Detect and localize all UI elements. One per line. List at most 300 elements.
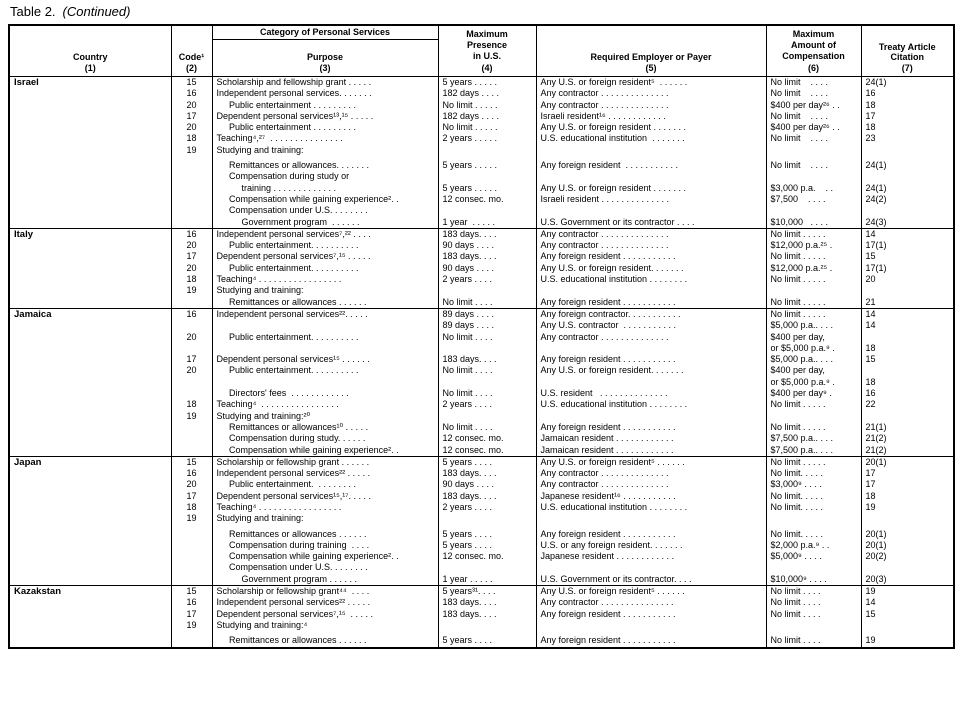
citation-value: 24(1) xyxy=(865,182,887,193)
compensation-value: $400 per day²⁶ . . xyxy=(770,122,840,133)
compensation-value: No limit . . . . xyxy=(770,88,829,99)
purpose-line: Dependent personal services¹⁵,¹⁷. . . . . xyxy=(216,490,372,501)
employer-value: Any contractor . . . . . . . . . . . . . . xyxy=(540,99,669,110)
compensation-value: $400 per day⁹ . xyxy=(770,388,832,399)
employer-value: Any U.S. or foreign resident . . . . . . . xyxy=(540,122,687,133)
purpose-line: Remittances or allowances. . . . . . . xyxy=(216,160,370,171)
employer-value: Any foreign contractor. . . . . . . . . . . xyxy=(540,308,681,319)
code-value xyxy=(172,343,212,354)
country-name: Italy xyxy=(14,228,34,240)
presence-value: 5 years . . . . . xyxy=(442,160,498,171)
employer-value: U.S. educational institution . . . . . . . xyxy=(540,133,685,144)
employer-value: U.S. resident . . . . . . . . . . . . . . xyxy=(540,388,668,399)
presence-value xyxy=(439,411,536,422)
purpose-line: Studying and training: xyxy=(216,144,304,155)
col-presence-cell xyxy=(438,308,536,456)
purpose-line: Dependent personal services¹⁵ . . . . . . xyxy=(216,354,370,365)
purpose-line: Public entertainment . . . . . . . . . xyxy=(216,122,357,133)
presence-value: No limit . . . . xyxy=(442,388,493,399)
employer-value: Any contractor . . . . . . . . . . . . . . . xyxy=(540,597,674,608)
code-value: 16 xyxy=(186,468,197,479)
col-presence-cell xyxy=(438,228,536,308)
country-cell xyxy=(9,586,171,648)
col-header-compensation-num: (6) xyxy=(808,62,819,73)
citation-value: 17(1) xyxy=(865,240,887,251)
purpose-line: Dependent personal services⁷,¹⁵ . . . . . xyxy=(216,608,374,619)
purpose-line: Remittances or allowances . . . . . . xyxy=(216,528,367,539)
col-presence-cell xyxy=(438,456,536,585)
employer-value: Any foreign resident . . . . . . . . . . . xyxy=(540,608,676,619)
employer-value xyxy=(537,562,766,573)
purpose-line: Compensation during study. . . . . . xyxy=(216,433,366,444)
compensation-value: No limit . . . . . xyxy=(770,251,826,262)
purpose-line: Public entertainment. . . . . . . . . xyxy=(216,479,357,490)
col-header-presence-line2: Presence xyxy=(466,40,508,51)
presence-value: 182 days . . . . xyxy=(442,88,500,99)
col-comp-cell xyxy=(766,77,861,229)
employer-value: Any contractor . . . . . . . . . . . . . . xyxy=(540,88,669,99)
employer-value xyxy=(537,285,766,296)
col-header-country-num: (1) xyxy=(84,62,96,73)
employer-value xyxy=(537,205,766,216)
compensation-value: $10,000 . . . . xyxy=(770,216,829,227)
compensation-value: $7,500 . . . . xyxy=(770,193,826,204)
compensation-value: No limit . . . . xyxy=(770,597,821,608)
purpose-line xyxy=(213,343,438,354)
col-header-presence-num: (4) xyxy=(481,62,493,73)
presence-value: 183 days. . . . xyxy=(442,608,497,619)
presence-value: 182 days . . . . xyxy=(442,110,500,121)
col-header-citation-cell xyxy=(861,25,954,77)
col-comp-cell xyxy=(766,586,861,648)
code-value xyxy=(172,635,212,646)
col-comp-cell xyxy=(766,228,861,308)
citation-value xyxy=(862,562,954,573)
compensation-value: No limit . . . . . xyxy=(770,274,826,285)
presence-value: 90 days . . . . xyxy=(442,479,495,490)
presence-value: 5 years . . . . xyxy=(442,456,493,467)
col-purpose-cell xyxy=(212,77,438,229)
purpose-line: Dependent personal services⁷,¹⁵ . . . . . xyxy=(216,251,371,262)
code-value: 17 xyxy=(186,608,197,619)
compensation-value xyxy=(767,562,861,573)
citation-value: 19 xyxy=(865,501,876,512)
presence-value: No limit . . . . xyxy=(442,331,493,342)
presence-value: 5 years . . . . xyxy=(442,635,493,646)
code-value xyxy=(172,551,212,562)
compensation-value: No limit . . . . . xyxy=(770,421,826,432)
purpose-line: Compensation under U.S. . . . . . . . xyxy=(216,562,368,573)
col-cite-cell xyxy=(861,308,954,456)
compensation-value: No limit . . . . . xyxy=(770,308,826,319)
employer-value: Any foreign resident . . . . . . . . . . . xyxy=(540,251,676,262)
col-code-cell xyxy=(171,308,212,456)
citation-value: 18 xyxy=(865,342,876,353)
employer-value: Israeli resident¹⁶ . . . . . . . . . . . . xyxy=(540,110,666,121)
compensation-value: $400 per day, xyxy=(770,331,825,342)
col-employer-cell xyxy=(536,308,766,456)
code-value xyxy=(172,377,212,388)
citation-value xyxy=(862,205,954,216)
compensation-value: No limit . . . . xyxy=(770,635,821,646)
purpose-line: Compensation during training . . . . xyxy=(216,539,370,550)
employer-value: Any foreign resident . . . . . . . . . . . xyxy=(540,421,676,432)
col-employer-cell xyxy=(536,456,766,585)
purpose-line: Public entertainment. . . . . . . . . . xyxy=(216,331,359,342)
employer-value: Any foreign resident . . . . . . . . . . . xyxy=(540,528,676,539)
col-cite-cell xyxy=(861,586,954,648)
citation-value xyxy=(862,332,954,343)
employer-value: Any foreign resident . . . . . . . . . . . xyxy=(540,160,679,171)
code-value: 20 xyxy=(186,122,197,133)
col-header-country-cell xyxy=(9,25,171,77)
purpose-line: Independent personal services. . . . . . . xyxy=(216,88,372,99)
compensation-value: No limit. . . . . xyxy=(770,468,824,479)
code-value: 15 xyxy=(186,77,197,87)
code-value xyxy=(172,297,212,308)
purpose-line: Remittances or allowances¹⁰ . . . . . xyxy=(216,421,369,432)
col-header-purpose-cell xyxy=(212,25,438,77)
presence-value xyxy=(439,145,536,156)
purpose-line xyxy=(213,377,438,388)
citation-value: 21 xyxy=(865,296,876,307)
employer-value: Any U.S. or foreign resident . . . . . . . xyxy=(540,182,687,193)
citation-value: 18 xyxy=(865,490,876,501)
employer-value xyxy=(537,171,766,182)
code-value: 18 xyxy=(186,133,197,144)
presence-value: 5 years . . . . . xyxy=(442,77,498,87)
compensation-value xyxy=(767,411,861,422)
purpose-line: Compensation under U.S. . . . . . . . xyxy=(216,205,368,216)
col-header-compensation-cell xyxy=(766,25,861,77)
presence-value: 90 days . . . . xyxy=(442,262,495,273)
citation-value: 21(2) xyxy=(865,433,887,444)
presence-value: 183 days. . . . xyxy=(442,468,497,479)
col-header-presence-line1: Maximum xyxy=(466,28,508,39)
col-header-employer: Required Employer or Payer xyxy=(590,52,712,62)
employer-value: Jamaican resident . . . . . . . . . . . . xyxy=(540,433,674,444)
presence-value xyxy=(439,562,536,573)
code-value xyxy=(172,562,212,573)
presence-value: No limit . . . . xyxy=(442,296,493,307)
purpose-line: Government program . . . . . . xyxy=(216,216,360,227)
col-header-citation-line1: Treaty Article xyxy=(878,41,936,52)
employer-value: Jamaican resident . . . . . . . . . . . . xyxy=(540,444,674,455)
compensation-value: $400 per day, xyxy=(770,365,825,376)
col-employer-cell xyxy=(536,77,766,229)
purpose-line: Studying and training:²⁰ xyxy=(216,410,311,421)
col-header-employer-cell xyxy=(536,25,766,77)
code-value xyxy=(172,320,212,331)
compensation-value: No limit . . . . xyxy=(770,77,829,87)
compensation-value xyxy=(767,513,861,524)
citation-value: 14 xyxy=(865,320,876,331)
code-value xyxy=(172,183,212,194)
employer-value: U.S. educational institution . . . . . . . . xyxy=(540,274,688,285)
compensation-value: $12,000 p.a.²⁵ . xyxy=(770,262,833,273)
presence-value: 1 year . . . . . xyxy=(442,216,496,227)
purpose-line: Dependent personal services¹³,¹⁵ . . . . . xyxy=(216,110,374,121)
compensation-value xyxy=(767,620,861,631)
col-code-cell xyxy=(171,586,212,648)
presence-value: 2 years . . . . xyxy=(442,399,493,410)
compensation-value: or $5,000 p.a.⁹ . xyxy=(770,376,835,387)
employer-value xyxy=(537,513,766,524)
country-cell xyxy=(9,77,171,229)
country-section-row xyxy=(9,77,954,229)
col-employer-cell xyxy=(536,228,766,308)
purpose-line: Independent personal services²² . . . . . xyxy=(216,468,371,479)
employer-value xyxy=(537,343,766,354)
compensation-value: No limit. . . . . xyxy=(770,490,824,501)
col-header-citation-line2: Citation xyxy=(890,52,924,62)
presence-value: 12 consec. mo. xyxy=(442,433,504,444)
employer-value: Israeli resident . . . . . . . . . . . . . . xyxy=(540,193,670,204)
col-cite-cell xyxy=(861,77,954,229)
citation-value: 22 xyxy=(865,399,876,410)
code-value: 18 xyxy=(186,501,197,512)
purpose-line: Government program . . . . . . xyxy=(216,573,358,584)
citation-value: 14 xyxy=(865,597,876,608)
presence-value: 2 years . . . . xyxy=(442,274,493,285)
citation-value xyxy=(862,513,954,524)
col-presence-cell xyxy=(438,586,536,648)
col-header-citation-num: (7) xyxy=(901,62,913,73)
col-presence-cell xyxy=(438,77,536,229)
citation-value: 19 xyxy=(865,635,876,646)
code-value: 19 xyxy=(186,513,197,524)
compensation-value: No limit. . . . . xyxy=(770,501,824,512)
purpose-line: Remittances or allowances . . . . . . xyxy=(216,635,367,646)
purpose-line: Studying and training: xyxy=(216,513,304,524)
citation-value: 17(1) xyxy=(865,262,887,273)
presence-value: 89 days . . . . xyxy=(442,320,495,331)
col-header-employer-num: (5) xyxy=(645,62,657,73)
code-value: 18 xyxy=(186,274,197,285)
compensation-value: $12,000 p.a.²⁵ . xyxy=(770,240,833,251)
presence-value: 5 years³¹. . . . xyxy=(442,586,496,597)
compensation-value xyxy=(767,145,861,156)
compensation-value xyxy=(767,171,861,182)
table-continued-label: (Continued) xyxy=(62,4,131,19)
citation-value: 20(2) xyxy=(865,551,887,562)
presence-value: No limit . . . . . xyxy=(442,99,498,110)
col-code-cell xyxy=(171,228,212,308)
col-code-cell xyxy=(171,77,212,229)
citation-value: 24(2) xyxy=(865,193,887,204)
employer-value: Any foreign resident . . . . . . . . . . . xyxy=(540,635,676,646)
compensation-value: No limit . . . . xyxy=(770,133,829,144)
country-name: Japan xyxy=(14,456,42,468)
header-row xyxy=(9,25,954,77)
code-value: 16 xyxy=(186,88,197,99)
employer-value: Any U.S. or foreign resident⁵ . . . . . . xyxy=(540,77,688,87)
citation-value: 15 xyxy=(865,608,876,619)
employer-value: Any U.S. or foreign resident⁵ . . . . . . xyxy=(540,586,685,597)
presence-value xyxy=(439,513,536,524)
compensation-value: $5,000 p.a.. . . . xyxy=(770,320,834,331)
code-value: 17 xyxy=(186,354,197,365)
employer-value: Japanese resident¹⁶ . . . . . . . . . . . xyxy=(540,490,676,501)
employer-value: Any contractor . . . . . . . . . . . . . . xyxy=(540,468,669,479)
citation-value: 23 xyxy=(865,133,876,144)
code-value: 19 xyxy=(186,619,197,630)
presence-value: 5 years . . . . xyxy=(442,528,493,539)
citation-value: 17 xyxy=(865,110,876,121)
presence-value: 5 years . . . . xyxy=(442,539,493,550)
presence-value: 12 consec. mo. xyxy=(442,193,504,204)
code-value: 16 xyxy=(186,308,197,319)
citation-value: 20(3) xyxy=(865,573,887,584)
table-title xyxy=(10,4,963,19)
col-header-purpose: Purpose xyxy=(306,52,343,62)
col-comp-cell xyxy=(766,456,861,585)
citation-value: 20 xyxy=(865,274,876,285)
citation-value: 14 xyxy=(865,228,876,239)
citation-value: 21(1) xyxy=(865,421,887,432)
code-value: 19 xyxy=(186,285,197,296)
col-employer-cell xyxy=(536,586,766,648)
col-header-purpose-num: (3) xyxy=(319,62,331,73)
code-value xyxy=(172,205,212,216)
employer-value xyxy=(537,145,766,156)
presence-value xyxy=(439,171,536,182)
code-value xyxy=(172,422,212,433)
col-purpose-cell xyxy=(212,586,438,648)
employer-value xyxy=(537,411,766,422)
col-cite-cell xyxy=(861,228,954,308)
presence-value: 12 consec. mo. xyxy=(442,551,504,562)
col-header-country: Country xyxy=(73,52,108,62)
compensation-value xyxy=(767,205,861,216)
citation-value: 20(1) xyxy=(865,456,887,467)
presence-value: 1 year . . . . . xyxy=(442,573,493,584)
purpose-line: Compensation while gaining experience². . xyxy=(216,193,399,204)
purpose-line: Independent personal services²². . . . . xyxy=(216,308,368,319)
country-cell xyxy=(9,456,171,585)
purpose-line: Scholarship and fellowship grant . . . . . xyxy=(216,77,372,87)
code-value: 17 xyxy=(186,490,197,501)
col-code-cell xyxy=(171,456,212,585)
country-name: Israel xyxy=(14,77,39,88)
presence-value xyxy=(439,285,536,296)
col-header-code-num: (2) xyxy=(186,62,197,73)
compensation-value: $5,000 p.a.. . . . xyxy=(770,354,834,365)
purpose-line: Independent personal services⁷,²² . . . . xyxy=(216,228,371,239)
code-value xyxy=(172,433,212,444)
compensation-value: or $5,000 p.a.⁹ . xyxy=(770,342,835,353)
citation-value: 20(1) xyxy=(865,528,887,539)
code-value xyxy=(172,171,212,182)
purpose-line: Remittances or allowances . . . . . . xyxy=(216,296,367,307)
citation-value xyxy=(862,365,954,376)
table-number-label: Table 2. xyxy=(10,4,56,19)
code-value xyxy=(172,540,212,551)
col-purpose-cell xyxy=(212,228,438,308)
presence-value xyxy=(439,620,536,631)
code-value xyxy=(172,217,212,228)
citation-value: 24(3) xyxy=(865,216,887,227)
col-header-code: Code¹ xyxy=(178,52,205,62)
code-value: 20 xyxy=(186,331,197,342)
code-value: 16 xyxy=(186,228,197,239)
employer-value: Any contractor . . . . . . . . . . . . . . xyxy=(540,331,669,342)
compensation-value: No limit . . . . xyxy=(770,608,821,619)
presence-value: 90 days . . . . xyxy=(442,240,495,251)
citation-value xyxy=(862,285,954,296)
purpose-line: Teaching⁴ . . . . . . . . . . . . . . . . . xyxy=(216,274,342,285)
citation-value xyxy=(862,145,954,156)
purpose-line: Teaching⁴ . . . . . . . . . . . . . . . . . xyxy=(216,501,342,512)
code-value: 15 xyxy=(186,456,197,467)
purpose-line: Scholarship or fellowship grant⁴⁴ . . . . xyxy=(216,586,370,597)
presence-value: 183 days. . . . xyxy=(442,251,497,262)
col-header-compensation-line2: Amount of xyxy=(791,40,836,51)
citation-value: 17 xyxy=(865,479,876,490)
compensation-value: $7,500 p.a.. . . . xyxy=(770,444,834,455)
compensation-value: No limit . . . . xyxy=(770,586,821,597)
compensation-value: No limit . . . . . xyxy=(770,456,826,467)
compensation-value: No limit . . . . . xyxy=(770,296,826,307)
presence-value: No limit . . . . xyxy=(442,365,493,376)
code-value: 18 xyxy=(186,399,197,410)
compensation-value: $3,000⁹ . . . . xyxy=(770,479,822,490)
employer-value: U.S. or any foreign resident. . . . . . . xyxy=(540,539,683,550)
presence-value: 183 days. . . . xyxy=(442,354,497,365)
citation-value: 16 xyxy=(865,388,876,399)
compensation-value: No limit. . . . . xyxy=(770,528,824,539)
col-purpose-cell xyxy=(212,456,438,585)
col-header-compensation-line1: Maximum xyxy=(792,28,835,39)
presence-value: 183 days. . . . xyxy=(442,228,497,239)
citation-value: 18 xyxy=(865,122,876,133)
citation-value: 15 xyxy=(865,354,876,365)
citation-value: 21(2) xyxy=(865,444,887,455)
compensation-value: $3,000 p.a. . . xyxy=(770,182,834,193)
code-value xyxy=(172,388,212,399)
employer-value: U.S. Government or its contractor. . . . xyxy=(540,573,692,584)
compensation-value: No limit . . . . xyxy=(770,160,829,171)
employer-value: Any U.S. or foreign resident⁵ . . . . . . xyxy=(540,456,685,467)
citation-value: 18 xyxy=(865,376,876,387)
presence-value: 2 years . . . . xyxy=(442,501,493,512)
compensation-value: $2,000 p.a.⁹ . . xyxy=(770,539,830,550)
code-value: 17 xyxy=(186,110,197,121)
purpose-line: Public entertainment. . . . . . . . . . xyxy=(216,262,359,273)
code-value: 17 xyxy=(186,251,197,262)
country-section-row xyxy=(9,228,954,308)
country-cell xyxy=(9,228,171,308)
compensation-value: No limit . . . . . xyxy=(770,399,826,410)
purpose-line: training . . . . . . . . . . . . . xyxy=(216,182,337,193)
presence-value: 89 days . . . . xyxy=(442,308,495,319)
citation-value xyxy=(862,411,954,422)
code-value: 20 xyxy=(186,262,197,273)
purpose-line: Independent personal services²² . . . . . xyxy=(216,597,371,608)
code-value xyxy=(172,445,212,456)
employer-value: Any contractor . . . . . . . . . . . . . . xyxy=(540,479,669,490)
code-value: 15 xyxy=(186,586,197,597)
presence-value: 183 days. . . . xyxy=(442,597,497,608)
col-header-category: Category of Personal Services xyxy=(213,26,438,40)
country-cell xyxy=(9,308,171,456)
code-value: 20 xyxy=(186,240,197,251)
compensation-value: $10,000⁹ . . . . xyxy=(770,573,827,584)
code-value xyxy=(172,160,212,171)
country-name: Jamaica xyxy=(14,308,52,320)
citation-value: 18 xyxy=(865,99,876,110)
presence-value xyxy=(439,343,536,354)
